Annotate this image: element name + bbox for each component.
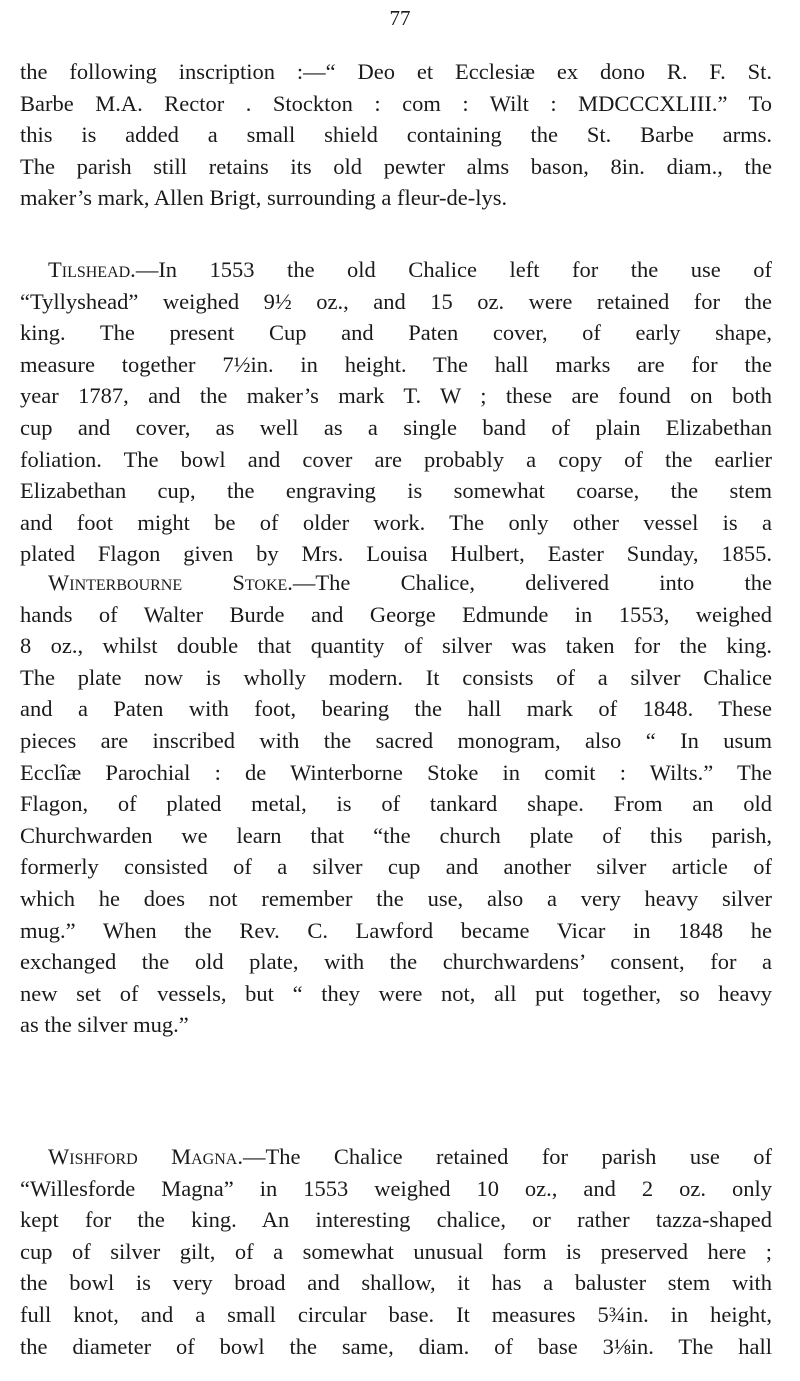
section-heading: Tilshead.	[48, 257, 136, 282]
text-line: exchanged the old plate, with the churchwardens’ consent, for a	[20, 949, 772, 975]
text-line: formerly consisted of a silver cup and another silver article of	[20, 854, 772, 880]
text-line: foliation. The bowl and cover are probably a copy of the earlier	[20, 446, 772, 472]
paragraph-stockton-continued	[20, 56, 772, 214]
text-line: which he does not remember the use, also a very heavy silver	[20, 885, 772, 911]
text-line: the following inscription :—“ Deo et Ecclesiæ ex dono R. F. St.	[20, 59, 772, 84]
text-line: Churchwarden we learn that “the church plate of this parish,	[20, 822, 772, 848]
text-run: —The Chalice retained for parish use of	[242, 1144, 772, 1169]
text-line: the bowl is very broad and shallow, it has a baluster stem with	[20, 1270, 772, 1296]
text-line: the diameter of bowl the same, diam. of base 3⅛in. The hall	[20, 1333, 772, 1359]
paragraph-winterbourne-stoke	[20, 567, 772, 1041]
section-heading: Wishford Magna.	[48, 1144, 243, 1169]
text-line: maker’s mark, Allen Brigt, surrounding a fleur-de-lys.	[20, 185, 508, 211]
text-line: hands of Walter Burde and George Edmunde in 1553, weighed	[20, 601, 772, 627]
text-line: this is added a small shield containing the St. Barbe arms.	[20, 122, 772, 148]
text-line: plated Flagon given by Mrs. Louisa Hulbert, Easter Sunday, 1855.	[20, 541, 772, 567]
text-line: “Willesforde Magna” in 1553 weighed 10 oz., and 2 oz. only	[20, 1175, 772, 1201]
text-line: full knot, and a small circular base. It measures 5¾in. in height,	[20, 1301, 772, 1327]
text-line: cup of silver gilt, of a somewhat unusual form is preserved here ;	[20, 1238, 772, 1264]
text-line: The parish still retains its old pewter alms bason, 8in. diam., the	[20, 153, 772, 179]
paragraph-wishford-magna	[20, 1141, 772, 1362]
paragraph-tilshead	[20, 254, 772, 570]
text-line: The plate now is wholly modern. It consists of a silver Chalice	[20, 664, 772, 690]
text-line: Elizabethan cup, the engraving is somewhat coarse, the stem	[20, 478, 772, 504]
text-line: year 1787, and the maker’s mark T. W ; these are found on both	[20, 383, 772, 409]
text-line: and a Paten with foot, bearing the hall mark of 1848. These	[20, 696, 772, 722]
text-line: and foot might be of older work. The only other vessel is a	[20, 509, 772, 535]
text-line: “Tyllyshead” weighed 9½ oz., and 15 oz. were retained for the	[20, 288, 772, 314]
text-line: new set of vessels, but “ they were not, all put together, so heavy	[20, 980, 772, 1006]
text-line: as the silver mug.”	[20, 1012, 189, 1038]
text-line: mug.” When the Rev. C. Lawford became Vicar in 1848 he	[20, 917, 772, 943]
text-line: pieces are inscribed with the sacred monogram, also “ In usum	[20, 727, 772, 753]
text-line: Ecclîæ Parochial : de Winterborne Stoke in comit : Wilts.” The	[20, 759, 772, 785]
text-line: Barbe M.A. Rector . Stockton : com : Wilt : MDCCCXLIII.” To	[20, 90, 772, 116]
text-line: Flagon, of plated metal, is of tankard shape. From an old	[20, 791, 772, 817]
text-line: kept for the king. An interesting chalice, or rather tazza-shaped	[20, 1207, 772, 1233]
text-line: 8 oz., whilst double that quantity of silver was taken for the king.	[20, 633, 772, 659]
text-run: —In 1553 the old Chalice left for the use of	[135, 257, 772, 282]
page-number: 77	[389, 6, 411, 30]
section-heading: Winterbourne Stoke.	[48, 570, 293, 595]
text-line: measure together 7½in. in height. The hall marks are for the	[20, 351, 772, 377]
text-run: —The Chalice, delivered into the	[292, 570, 773, 595]
text-line	[20, 254, 772, 286]
text-line	[20, 1141, 772, 1173]
text-line	[20, 567, 772, 599]
text-line: cup and cover, as well as a single band of plain Elizabethan	[20, 414, 772, 440]
text-line: king. The present Cup and Paten cover, of early shape,	[20, 320, 772, 346]
